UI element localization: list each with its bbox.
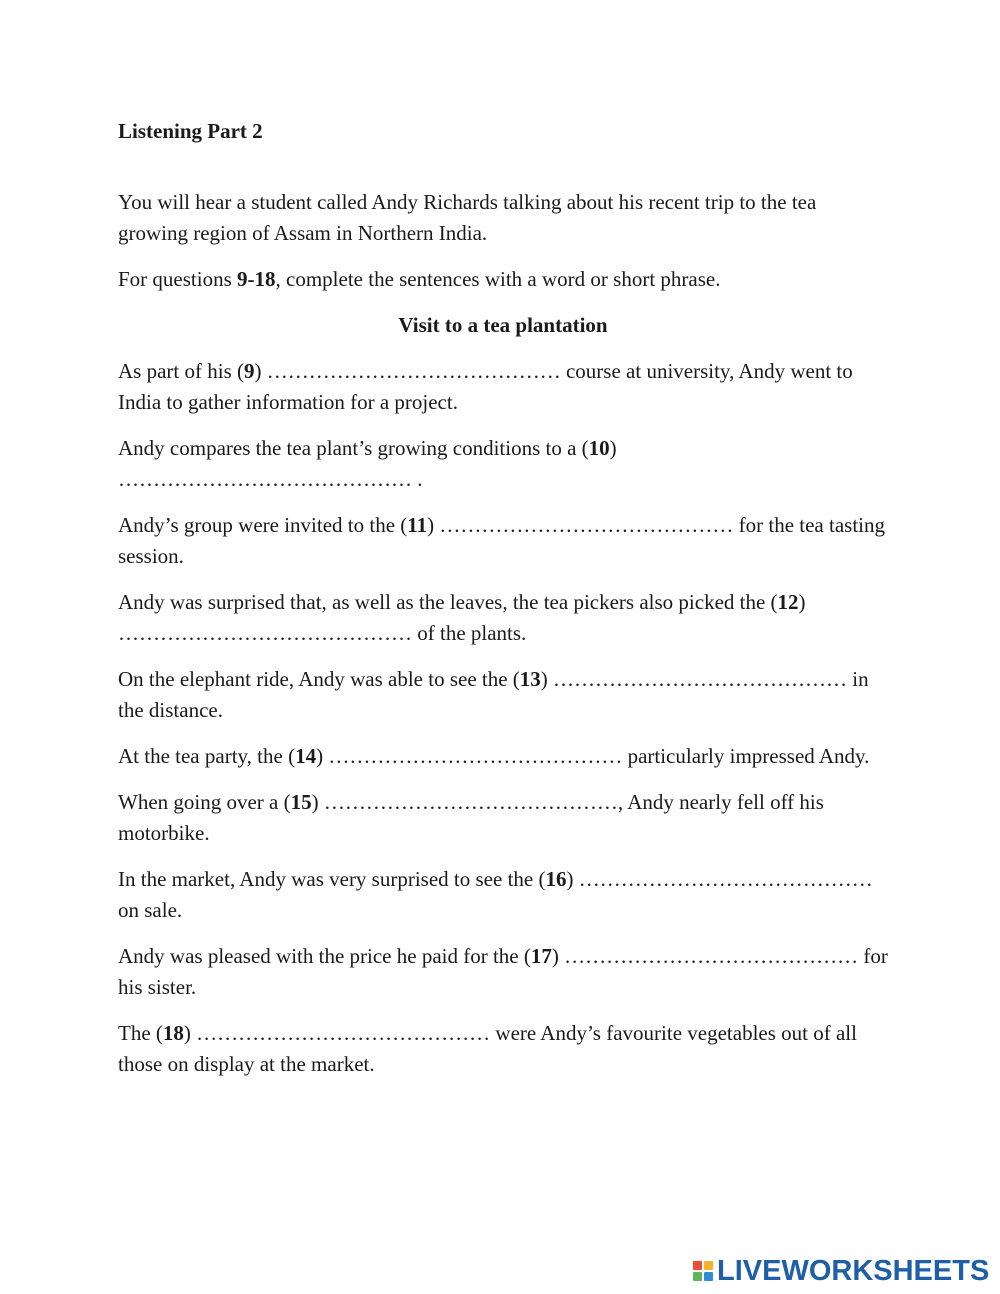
question-number: 16 <box>545 867 567 891</box>
question-number: 11 <box>407 513 428 537</box>
answer-blank[interactable]: …………………………………… <box>196 1021 491 1045</box>
question-text-before: As part of his ( <box>118 359 244 383</box>
question-number: 12 <box>777 590 799 614</box>
question-text-mid: ) <box>254 359 267 383</box>
answer-blank[interactable]: …………………………………… <box>118 467 412 491</box>
question-number: 15 <box>290 790 312 814</box>
section-title: Visit to a tea plantation <box>398 313 608 337</box>
question-text-before: The ( <box>118 1021 163 1045</box>
question-text-after: particularly impressed Andy. <box>622 744 870 768</box>
question-number: 14 <box>295 744 317 768</box>
instructions-before: For questions <box>118 267 238 291</box>
question-list <box>118 356 888 1080</box>
question-item <box>118 510 888 572</box>
answer-blank[interactable]: …………………………………… <box>578 867 873 891</box>
question-text-before: At the tea party, the ( <box>118 744 296 768</box>
question-range: 9-18 <box>237 267 276 291</box>
logo-text: LIVEWORKSHEETS <box>717 1254 990 1287</box>
intro-text: You will hear a student called Andy Richards talking about his recent trip to the tea growing region of Assam in Northern India. <box>118 190 817 245</box>
question-item <box>118 941 888 1003</box>
logo-tile <box>704 1272 713 1281</box>
question-text-before: Andy was surprised that, as well as the leaves, the tea pickers also picked the ( <box>118 590 778 614</box>
question-text-after: for his sister. <box>118 944 888 999</box>
logo-tile <box>693 1261 702 1270</box>
worksheet-content <box>118 116 888 1095</box>
question-number: 10 <box>588 436 610 460</box>
question-text-after: were Andy’s favourite vegetables out of all those on display at the market. <box>118 1021 857 1076</box>
question-text-mid: ) <box>311 790 324 814</box>
question-text-after: , Andy nearly fell off his motorbike. <box>118 790 824 845</box>
question-item <box>118 787 888 849</box>
question-item <box>118 587 888 649</box>
question-number: 13 <box>519 667 541 691</box>
question-text-after: . <box>412 467 423 491</box>
answer-blank[interactable]: …………………………………… <box>266 359 561 383</box>
question-number: 17 <box>530 944 552 968</box>
question-item <box>118 741 888 772</box>
instructions <box>118 264 888 295</box>
question-item <box>118 864 888 926</box>
question-text-mid: ) <box>183 1021 197 1045</box>
instructions-after: , complete the sentences with a word or short phrase. <box>275 267 721 291</box>
question-text-before: In the market, Andy was very surprised to see the ( <box>118 867 546 891</box>
question-text-after: for the tea tasting session. <box>118 513 885 568</box>
question-text-before: Andy was pleased with the price he paid for the ( <box>118 944 531 968</box>
question-number: 18 <box>162 1021 184 1045</box>
question-text-mid: ) <box>566 867 579 891</box>
answer-blank[interactable]: …………………………………… <box>328 744 623 768</box>
answer-blank[interactable]: …………………………………… <box>553 667 848 691</box>
question-text-after: in the distance. <box>118 667 869 722</box>
question-item <box>118 356 888 418</box>
question-item <box>118 1018 888 1080</box>
question-number: 9 <box>243 359 255 383</box>
answer-blank[interactable]: …………………………………… <box>564 944 859 968</box>
question-text-mid: ) <box>540 667 554 691</box>
question-text-before: Andy compares the tea plant’s growing conditions to a ( <box>118 436 589 460</box>
logo-mark-icon <box>693 1261 713 1281</box>
answer-blank[interactable]: …………………………………… <box>439 513 734 537</box>
liveworksheets-logo <box>693 1256 989 1286</box>
logo-tile <box>693 1272 702 1281</box>
answer-blank[interactable]: …………………………………… <box>323 790 618 814</box>
question-text-before: Andy’s group were invited to the ( <box>118 513 408 537</box>
question-item <box>118 664 888 726</box>
question-text-mid: ) <box>798 590 806 614</box>
question-text-before: On the elephant ride, Andy was able to see the ( <box>118 667 520 691</box>
page-heading: Listening Part 2 <box>118 119 263 143</box>
answer-blank[interactable]: …………………………………… <box>118 621 412 645</box>
question-text-mid: ) <box>427 513 440 537</box>
question-text-mid: ) <box>316 744 329 768</box>
question-text-after: of the plants. <box>412 621 527 645</box>
question-text-after: on sale. <box>118 898 183 922</box>
question-text-mid: ) <box>609 436 617 460</box>
question-text-mid: ) <box>551 944 565 968</box>
question-text-after: course at university, Andy went to India to gather information for a project. <box>118 359 853 414</box>
question-text-before: When going over a ( <box>118 790 291 814</box>
question-item <box>118 433 888 495</box>
logo-tile <box>704 1261 713 1270</box>
